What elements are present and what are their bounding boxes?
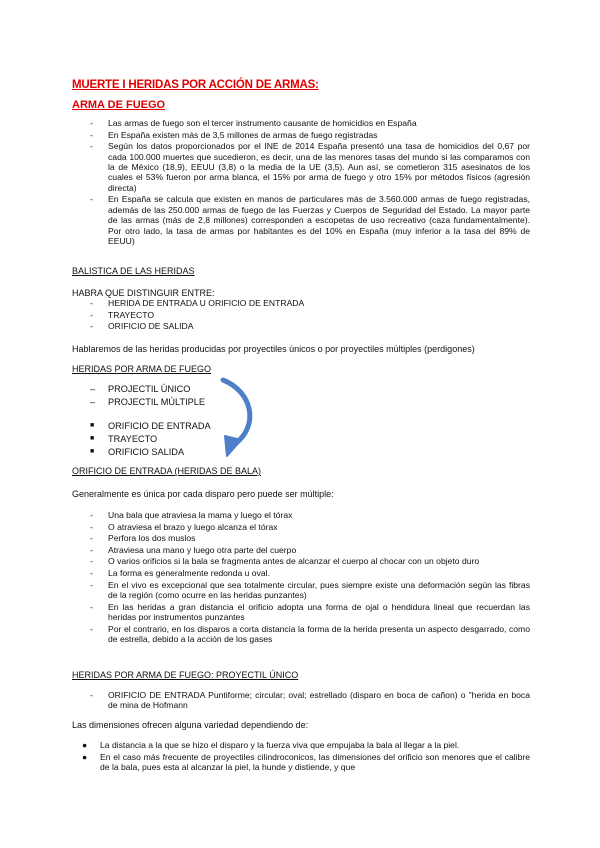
list-item: - En el vivo es excepcional que sea totalmente circular, pues siempre existe una deformación según las fibras de la región (como ocurre en las heridas punzantes) [90,579,530,600]
balistica-list [90,298,530,333]
list-item: - Por el contrario, en los disparos a corta distancia la forma de la herida presenta un aspecto desgarrado, como de estrella, debido a la acción de los gases [90,623,530,644]
list-item: - Atraviesa una mano y luego otra parte del cuerpo [90,544,297,555]
list-item: - En España se calcula que existen en manos de particulares más de 3.560.000 armas de fuego registradas, además de las 250.000 armas de fuego de las Fuerzas y Cuerpos de Seguridad del Estado. La mayor parte de las armas (más de 2,8 millones) corresponden a escopetas de uso recreativo (caza fundamentalmente). Por otro lado, la tasa de armas por habitantes es del 10% en España (muy inferior a la tasa del 89% de EEUU) [90,194,530,247]
square-bullet-icon: ■ [90,448,95,456]
list-item: – PROJECTIL ÚNICO [90,384,191,394]
orificio-heading: ORIFICIO DE ENTRADA (HERIDAS DE BALA) [72,466,262,476]
square-bullet-icon: ■ [90,422,95,429]
list-item: - Las armas de fuego son el tercer instrumento causante de homicidios en España [90,118,417,128]
intro-list [90,118,530,248]
list-item: - En las heridas a gran distancia el orificio adopta una forma de ojal o hendidura lineal que recuerdan las heridas por instrumentos punzantes [90,601,530,622]
list-item: ● La distancia a la que se hizo el disparo y la fuerza viva que empujaba la bala al llegar a la piel. [82,740,460,750]
wound-part-list [90,420,530,460]
balistica-lead: HABRA QUE DISTINGUIR ENTRE: [72,288,215,298]
list-item: - O varios orificios si la bala se fragmenta antes de alcanzar el cuerpo al chocar con un objeto duro [90,556,480,567]
dot-bullet-icon: ● [82,740,88,750]
square-bullet-icon: ■ [90,435,95,443]
list-item: - En España existen más de 3,5 millones de armas de fuego registradas [90,129,378,140]
proyectil-list [90,690,530,712]
list-item: ● En el caso más frecuente de proyectiles cilindroconicos, las dimensiones del orificio son menores que el calibre de la bala, pues esta al alcanzar la piel, la hunde y distiende, y que [82,751,530,772]
balistica-note: Hablaremos de las heridas producidas por proyectiles únicos o por proyectiles múltiples (perdigones) [72,344,475,354]
list-item: - La forma es generalmente redonda u oval. [90,567,270,578]
heridas-heading: HERIDAS POR ARMA DE FUEGO [72,364,212,374]
list-item: ■ TRAYECTO [90,434,158,445]
list-item: - ORIFICIO DE SALIDA [90,321,194,332]
page-title: MUERTE I HERIDAS POR ACCIÓN DE ARMAS: [72,79,319,91]
list-item: - ORIFICIO DE ENTRADA Puntiforme; circular; oval; estrellado (disparo en boca de cañon) o "herida en boca de mina de Hofmann [90,690,530,711]
list-item: - Una bala que atraviesa la mama y luego el tórax [90,510,293,520]
list-item: - HERIDA DE ENTRADA U ORIFICIO DE ENTRADA [90,298,305,308]
orificio-lead: Generalmente es única por cada disparo pero puede ser múltiple: [72,489,334,499]
list-item: ■ ORIFICIO SALIDA [90,447,185,458]
proyectil-lead: Las dimensiones ofrecen alguna variedad dependiendo de: [72,720,309,730]
list-item: – PROJECTIL MÚLTIPLE [90,397,205,408]
proyectil-heading: HERIDAS POR ARMA DE FUEGO: PROYECTIL ÚNICO [72,670,299,680]
dimension-list [82,740,530,774]
curved-arrow-icon [205,374,265,464]
orificio-list [90,510,530,646]
proyectil-type-list [90,383,530,409]
dot-bullet-icon: ● [82,751,88,762]
list-item: - O atraviesa el brazo y luego alcanza el tórax [90,521,278,532]
list-item: - TRAYECTO [90,309,154,320]
list-item: ■ ORIFICIO DE ENTRADA [90,421,211,431]
list-item: - Perfora los dos muslos [90,533,196,544]
section-title-arma-de-fuego: ARMA DE FUEGO [72,99,166,111]
list-item: - Según los datos proporcionados por el INE de 2014 España presentó una tasa de homicidios del 0,67 por cada 100.000 muertes que sucedieron, es decir, una de las menores tasas del mundo si las comparamos con la de México (18,9), EEUU (3,8) o la media de la UE (3,5). Aun así, se cometieron 315 asesinatos de los cuales el 53% fueron por arma blanca, el 15% por arma de fuego y otro 15% por métodos físicos (agresión directa) [90,141,530,193]
balistica-heading: BALISTICA DE LAS HERIDAS [72,266,195,276]
